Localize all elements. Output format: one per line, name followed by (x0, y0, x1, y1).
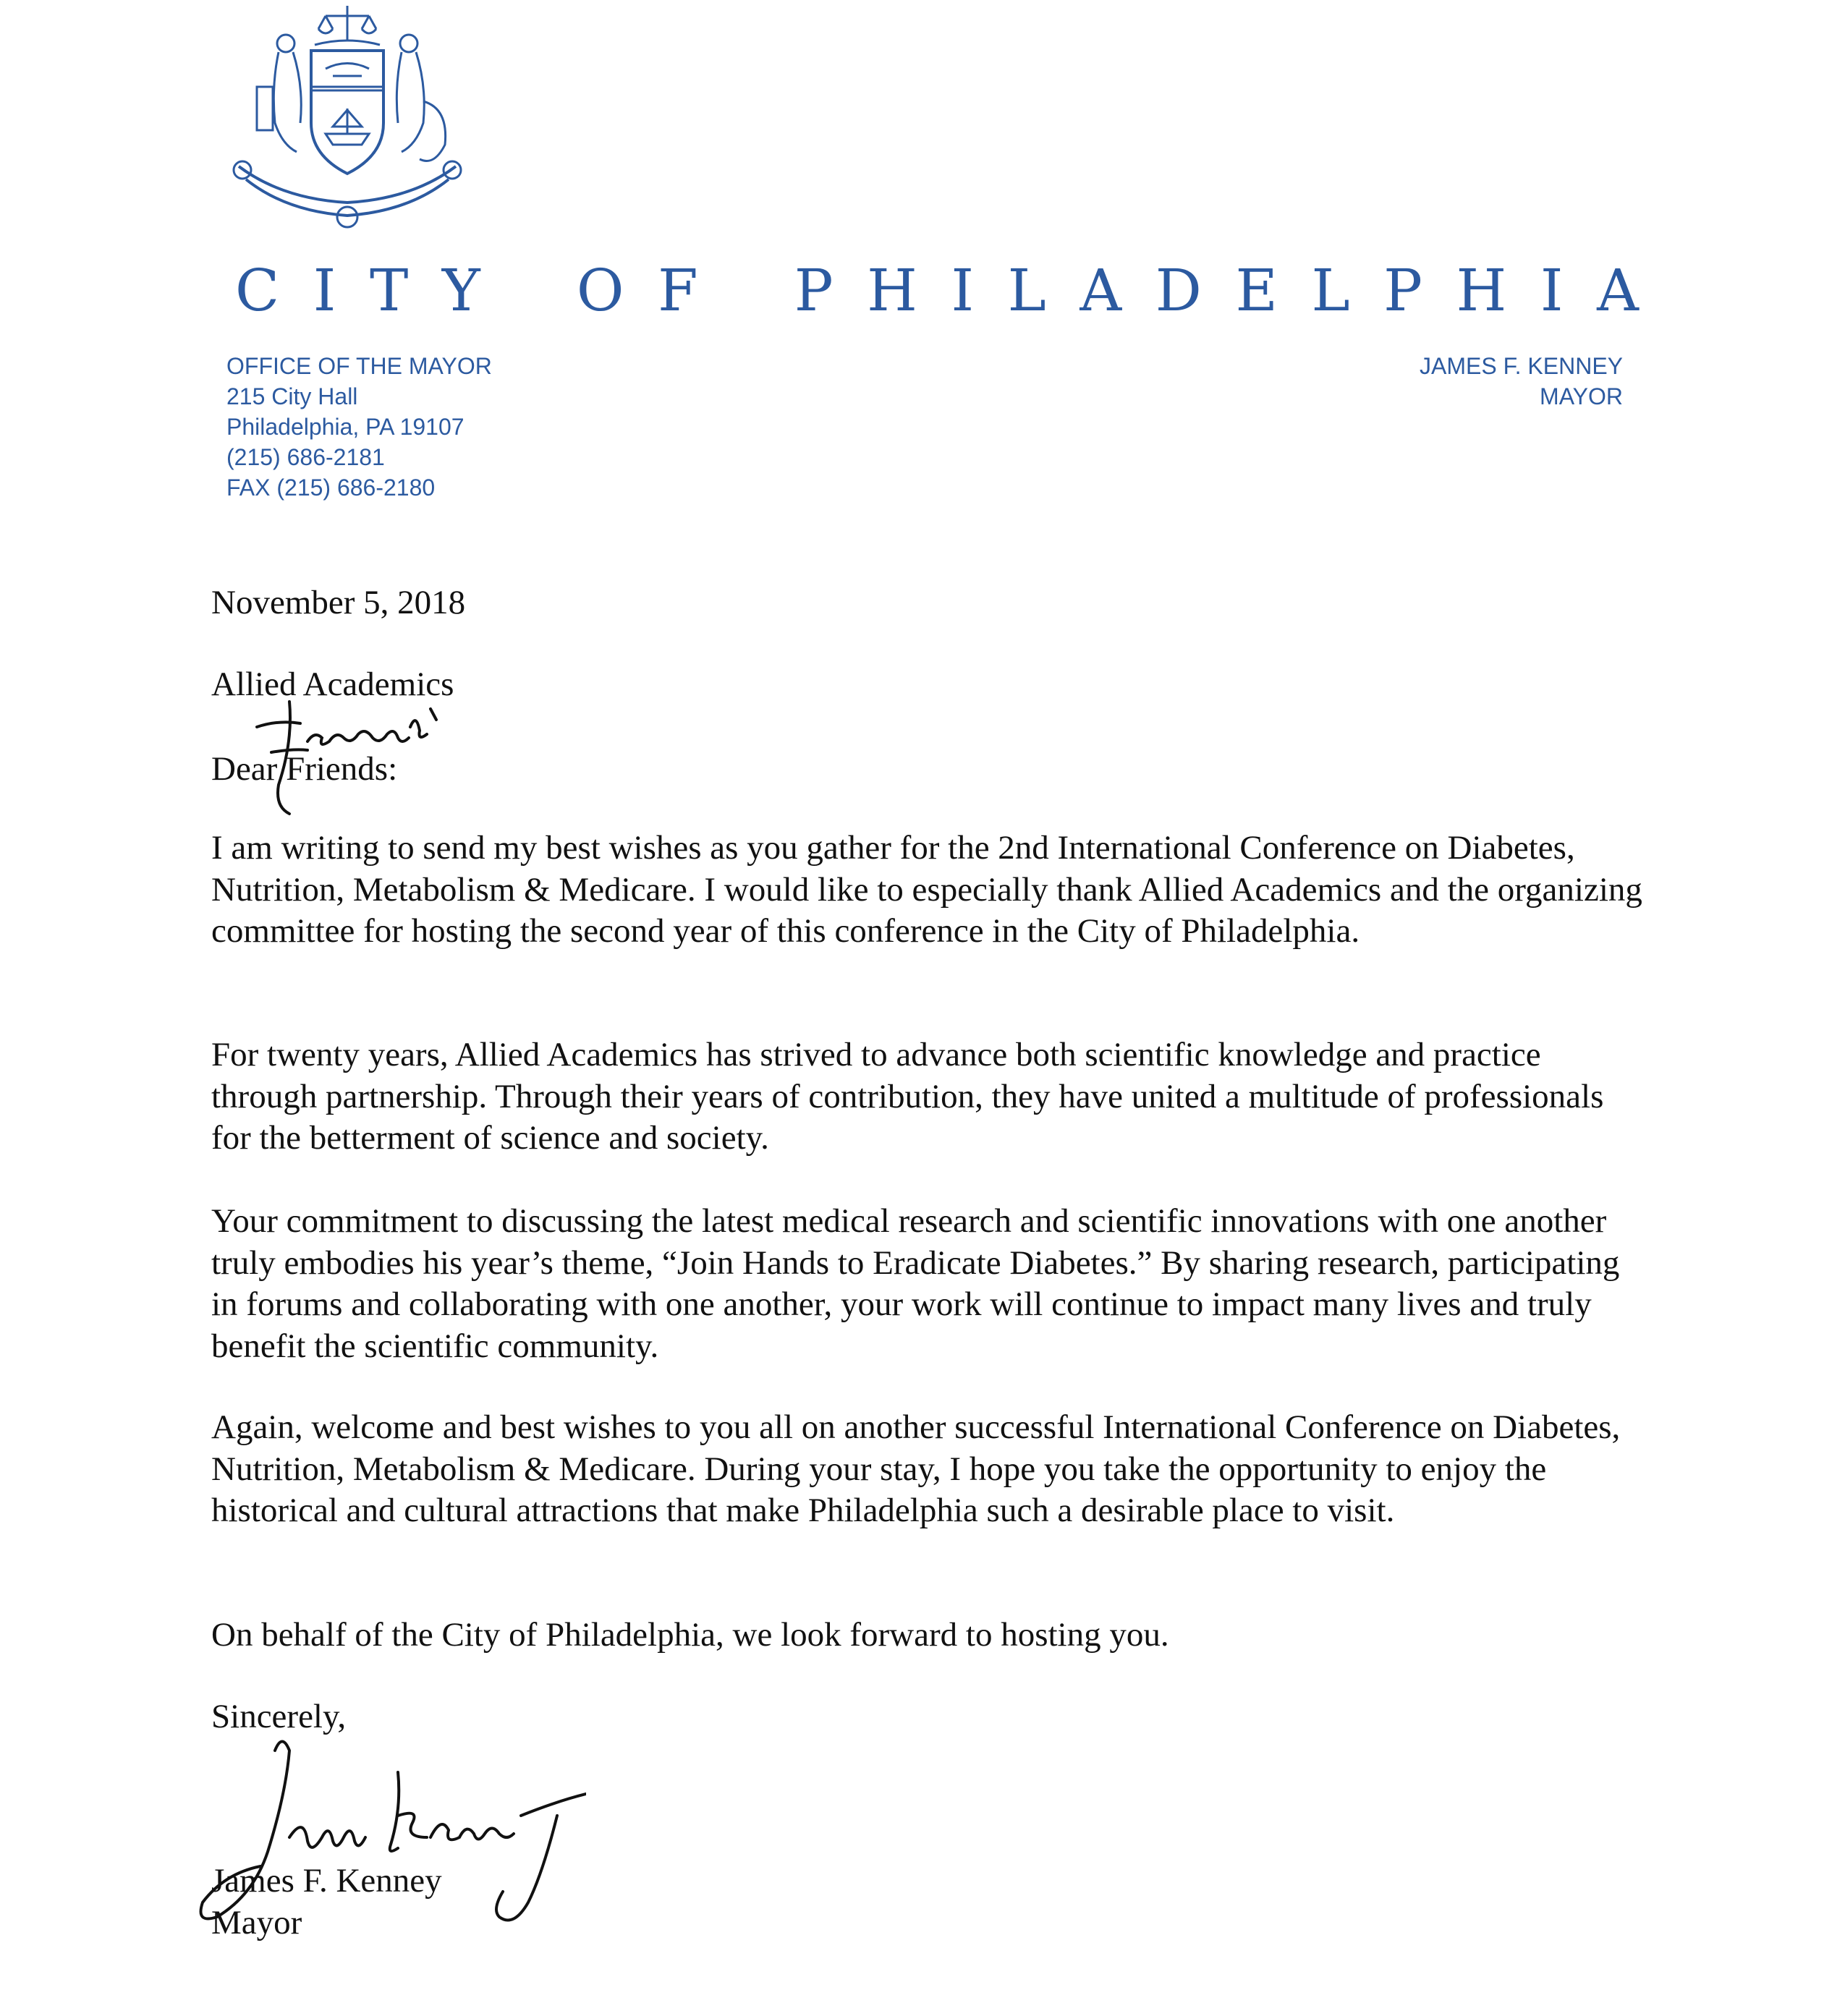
heading-letter: L (1007, 257, 1046, 324)
heading-letter: Y (441, 257, 480, 324)
signer-title: Mayor (211, 1904, 302, 1941)
heading-letter: A (1080, 257, 1122, 324)
heading-letter: O (576, 257, 624, 324)
mayor-name: JAMES F. KENNEY (1420, 353, 1623, 379)
heading-letter: H (867, 257, 917, 324)
paragraph-2: For twenty years, Allied Academics has strived to advance both scientific knowledge and practice through partnership. Through their years of contribution, they have united a multitude of professionals for the betterment of science and society. (211, 1036, 1604, 1157)
office-street: 215 City Hall (226, 383, 358, 409)
heading-letter: H (1456, 257, 1507, 324)
heading-letter: E (1235, 257, 1278, 324)
heading-letter: P (794, 257, 834, 324)
paragraph-5: On behalf of the City of Philadelphia, we look forward to hosting you. (211, 1616, 1169, 1654)
heading-letter: I (1540, 257, 1564, 324)
office-city: Philadelphia, PA 19107 (226, 414, 465, 440)
handwritten-friends (250, 698, 459, 821)
heading-space (731, 255, 760, 327)
heading-letter: P (1383, 257, 1422, 324)
city-heading (235, 255, 1639, 327)
office-address (226, 351, 492, 503)
mayor-block (1420, 351, 1623, 412)
letter-closing: Sincerely, (211, 1698, 347, 1735)
heading-letter: L (1311, 257, 1350, 324)
office-fax: FAX (215) 686-2180 (226, 475, 436, 501)
heading-letter: D (1155, 257, 1202, 324)
paragraph-4: Again, welcome and best wishes to you all on another successful International Conference on Diabetes, Nutrition, Metabolism & Medicare. During your stay, I hope you take the opportunity to enjoy the historical and cultural attractions that make Philadelphia such a desirable place to visit. (211, 1408, 1621, 1529)
paragraph-1: I am writing to send my best wishes as you gather for the 2nd International Conference on Diabetes, Nutrition, Metabolism & Medicare. I would like to especially thank Allied Academics and the organizing committee for hosting the second year of this conference in the City of Philadelphia. (211, 829, 1642, 950)
mayor-title: MAYOR (1540, 383, 1623, 409)
heading-space (514, 255, 543, 327)
office-name: OFFICE OF THE MAYOR (226, 353, 492, 379)
signer-name: James F. Kenney (211, 1862, 442, 1900)
heading-letter: T (369, 257, 409, 324)
heading-letter: C (235, 257, 280, 324)
heading-letter: I (313, 257, 336, 324)
office-phone: (215) 686-2181 (226, 444, 385, 470)
paragraph-3: Your commitment to discussing the latest medical research and scientific innovations with one another truly embodies his year’s theme, “Join Hands to Eradicate Diabetes.” By sharing research, participating in forums and collaborating with one another, your work will continue to impact many lives and truly benefit the scientific community. (211, 1202, 1620, 1365)
heading-letter: F (658, 257, 698, 324)
heading-letter: I (951, 257, 975, 324)
letter-salutation: Dear Friends: (211, 750, 398, 788)
letter-date: November 5, 2018 (211, 584, 466, 621)
letter-recipient: Allied Academics (211, 665, 454, 703)
heading-letter: A (1597, 257, 1639, 324)
city-seal-icon (217, 0, 478, 231)
